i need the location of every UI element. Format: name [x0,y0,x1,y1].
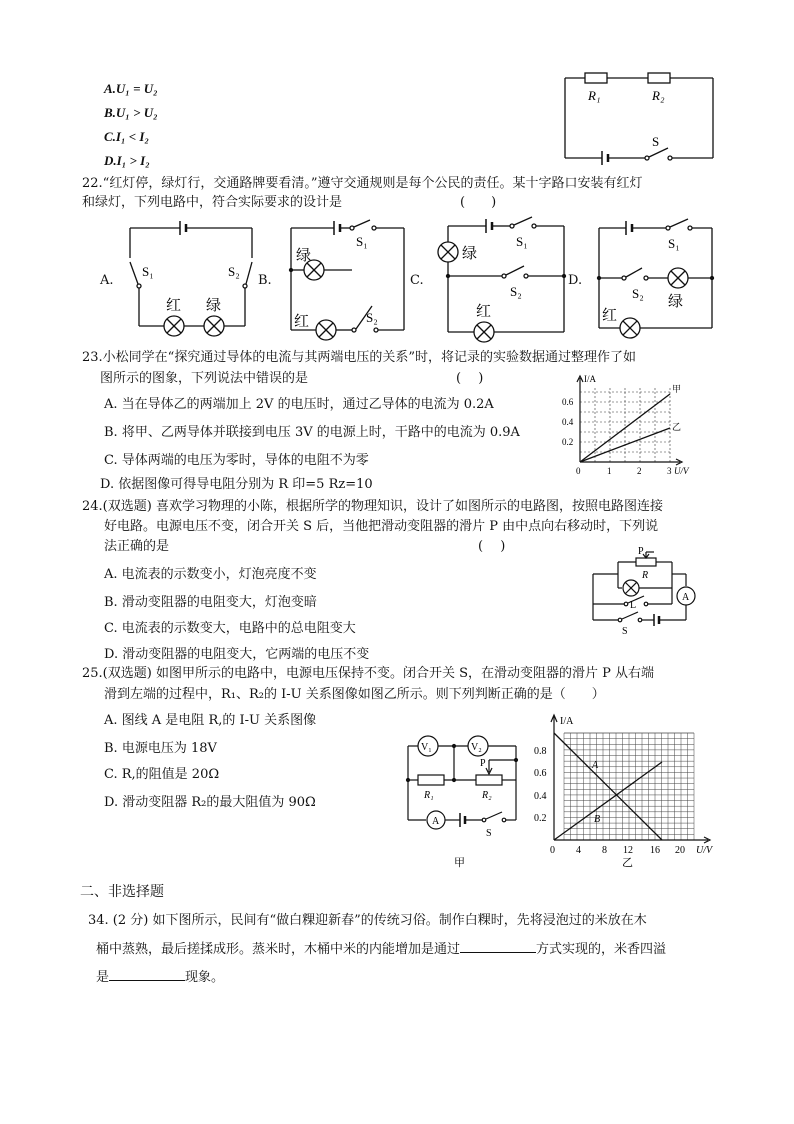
y-tick: 0.4 [562,417,574,427]
x-tick: 3 [667,466,672,476]
line-b [554,762,662,840]
x-tick: 20 [675,845,685,856]
q25-option-a: A. 图线 A 是电阻 R,的 I-U 关系图像 [104,713,317,728]
q25-option-c: C. R,的阻值是 20Ω [104,767,220,782]
q22-circuit-a [118,218,263,340]
switch-label: S [652,134,660,149]
s1-label: S₁ [356,234,368,249]
y-tick: 0.6 [534,768,547,779]
q22-letter-d: D. [568,273,583,288]
s1-label: S₁ [516,234,528,249]
s1-label: S₁ [668,236,680,251]
q25-option-d: D. 滑动变阻器 R₂的最大阻值为 90Ω [104,795,316,810]
line-yi-label: 乙 [672,422,682,432]
y-tick: 0.2 [534,813,547,824]
switch-s-label: S [622,626,628,637]
slider-p-label: P [480,758,486,769]
q22-letter-b: B. [258,273,272,288]
r1-label: R₁ [424,790,434,801]
q25-option-b: B. 电源电压为 18V [104,741,217,756]
x-tick: 4 [576,845,581,856]
q25-circuit-diagram-jia [402,732,527,872]
q23-stem-line1: 23.小松同学在“探究通过导体的电流与其两端电压的关系”时，将记录的实验数据通过整理作了如 [82,350,636,365]
q34-answer-blank-1[interactable] [460,940,536,953]
q24-option-d: D. 滑动变阻器的电阻变大，它两端的电压不变 [104,647,370,662]
q23-stem-line2: 图所示的图象，下列说法中错误的是 [100,371,309,386]
q21-option-d: D.I₁ > I₂ [104,153,150,168]
q23-answer-paren: ( ) [456,371,484,386]
red-lamp-label: 红 [166,298,182,314]
s2-label: S₂ [228,264,240,279]
y-tick: 0.4 [534,791,547,802]
q24-option-c: C. 电流表的示数变大，电路中的总电阻变大 [104,621,356,636]
y-tick: 0.6 [562,397,574,407]
q34-line3-text-b: 现象。 [185,970,225,985]
q34-line2 [96,940,666,959]
y-tick: 0.2 [562,437,574,447]
green-lamp-label: 绿 [296,248,312,264]
ammeter-label: A [432,816,440,827]
q25-stem-line2: 滑到左端的过程中，R₁、R₂的 I-U 关系图像如图乙所示。则下列判断正确的是（ ） [104,687,605,702]
q25-stem-line1: 25.(双选题) 如图甲所示的电路中，电源电压保持不变。闭合开关 S，在滑动变阻器的滑片 P 从右端 [82,666,655,681]
q24-stem-line2: 好电路。电源电压不变，闭合开关 S 后，当他把滑动变阻器的滑片 P 由中点向右移动时，下列说 [104,519,659,534]
x-axis-label: U/V [674,466,689,476]
y-axis-label: I/A [560,716,574,727]
r1-label: R₁ [588,88,601,103]
q22-circuit-d [594,216,719,341]
q34-line2-text-b: 方式实现的，米香四溢 [536,942,667,957]
r2-label: R₂ [482,790,492,801]
green-lamp-label: 绿 [462,246,478,262]
x-tick: 12 [623,845,633,856]
slider-p-label: P [638,546,644,557]
x-tick: 16 [650,845,660,856]
green-lamp-label: 绿 [206,298,222,314]
section-title: 二、非选择题 [80,884,164,900]
q23-option-a: A. 当在导体乙的两端加上 2V 的电压时，通过乙导体的电流为 0.2A [104,397,494,412]
red-lamp-label: 红 [476,304,492,320]
q22-stem-line2: 和绿灯，下列电路中，符合实际要求的设计是 [82,195,343,210]
q24-stem-line3: 法正确的是 [104,539,170,554]
s2-label: S₂ [510,284,522,299]
q22-stem-line1: 22.“红灯停，绿灯行，交通路牌要看清。”遵守交通规则是每个公民的责任。某十字路口安装有红灯 [82,176,643,191]
q34-answer-blank-2[interactable] [109,968,185,981]
rheostat-r-label: R [642,570,649,581]
q21-option-c: C.I₁ < I₂ [104,129,150,144]
q22-letter-a: A. [100,273,114,288]
q24-circuit-diagram [588,544,708,636]
green-lamp-label: 绿 [668,294,684,310]
q25-iu-graph-yi [532,712,727,872]
q23-option-d: D. 依据图像可得导电阻分别为 R 印=5 Rz=10 [100,477,373,492]
s2-label: S₂ [632,286,644,301]
figure-yi-caption: 乙 [622,857,633,869]
x-tick: 0 [576,466,581,476]
x-tick: 0 [550,845,555,856]
switch-s-label: S [486,828,492,839]
s1-label: S₁ [142,264,154,279]
q24-stem-line1: 24.(双选题) 喜欢学习物理的小陈，根据所学的物理知识，设计了如图所示的电路图，按照电路图连接 [82,499,663,514]
red-lamp-label: 红 [294,314,310,330]
q34-line2-text-a: 桶中蒸熟，最后搓揉成形。蒸米时，木桶中米的内能增加是通过 [96,942,461,957]
q24-answer-paren: ( ) [478,539,506,554]
lamp-l-label: L [630,600,637,611]
q23-iu-graph [560,372,690,484]
q24-option-a: A. 电流表的示数变小，灯泡亮度不变 [104,567,317,582]
q21-option-a: A.U₁ = U₂ [104,81,158,96]
q34-line1: 34. (2 分) 如下图所示，民间有“做白粿迎新春”的传统习俗。制作白粿时，先将浸泡过的米放在木 [88,913,647,928]
q34-line3 [96,968,224,987]
figure-jia-caption: 甲 [454,857,465,869]
line-a [554,733,662,840]
ammeter-label: A [682,592,690,603]
y-axis-label: I/A [584,374,596,384]
y-tick: 0.8 [534,746,547,757]
line-jia-label: 甲 [672,384,682,394]
q21-circuit-diagram [560,68,720,168]
q34-line3-text-a: 是 [96,970,110,985]
r2-label: R₂ [652,88,665,103]
red-lamp-label: 红 [602,308,618,324]
q22-letter-c: C. [410,273,424,288]
voltmeter-v1-label: V₁ [421,742,432,753]
line-a-label: A [592,760,599,771]
q22-answer-paren: ( ) [460,195,497,210]
q24-option-b: B. 滑动变阻器的电阻变大，灯泡变暗 [104,595,317,610]
s2-label: S₂ [366,310,378,325]
q23-option-c: C. 导体两端的电压为零时，导体的电阻不为零 [104,453,369,468]
voltmeter-v2-label: V₂ [471,742,482,753]
x-axis-label: U/V [696,845,713,856]
x-tick: 1 [607,466,612,476]
q21-option-b: B.U₁ > U₂ [104,105,158,120]
line-b-label: B [594,814,601,825]
x-tick: 2 [637,466,642,476]
x-tick: 8 [602,845,607,856]
q22-circuit-b [286,218,411,343]
q23-option-b: B. 将甲、乙两导体并联接到电压 3V 的电源上时，干路中的电流为 0.9A [104,425,520,440]
q22-circuit-c [438,214,573,344]
